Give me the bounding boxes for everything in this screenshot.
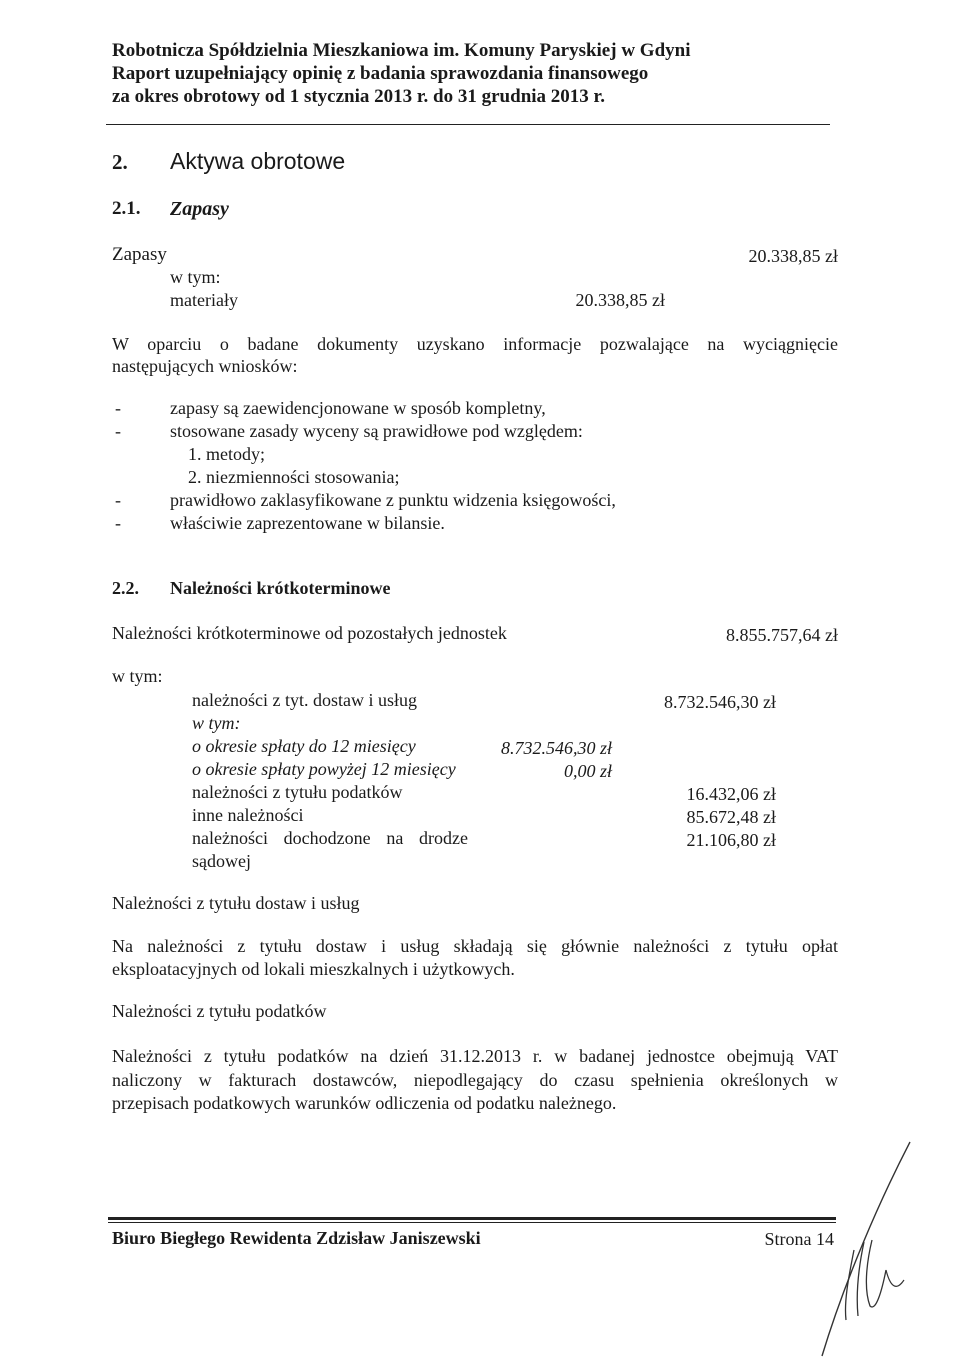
row-value-italic: 0,00 zł: [563, 761, 612, 781]
row-value: 16.432,06 zł: [686, 784, 776, 804]
bullet-item: właściwie zaprezentowane w bilansie.: [170, 513, 445, 533]
bullet-dash: -: [115, 490, 121, 510]
row-label-italic: o okresie spłaty do 12 miesięcy: [192, 736, 416, 756]
w-tym-label: w tym:: [170, 267, 221, 287]
w-tym-label: w tym:: [112, 666, 163, 686]
row-label: sądowej: [192, 851, 251, 871]
materialy-value: 20.338,85 zł: [575, 290, 665, 310]
paragraph-line: eksploatacyjnych od lokali mieszkalnych i użytkowych.: [112, 959, 515, 979]
sub-item: 2. niezmienności stosowania;: [188, 467, 400, 487]
footer-left: Biuro Biegłego Rewidenta Zdzisław Janiszewski: [112, 1228, 481, 1248]
materialy-label: materiały: [170, 290, 238, 310]
paragraph-line: naliczony w fakturach dostawców, niepodlegający do czasu spełnienia określonych w: [112, 1070, 838, 1090]
signature-icon: [800, 1130, 920, 1360]
paragraph-line: Na należności z tytułu dostaw i usług składają się głównie należności z tytułu opłat: [112, 936, 838, 956]
subsection-number: 2.1.: [112, 198, 141, 219]
row-label-italic: w tym:: [192, 713, 241, 733]
subsection-number: 2.2.: [112, 578, 139, 598]
receivables-total-value: 8.855.757,64 zł: [726, 625, 838, 645]
bullet-dash: -: [115, 421, 121, 441]
header-line-2: Raport uzupełniający opinię z badania sprawozdania finansowego: [112, 63, 649, 84]
row-value-italic: 8.732.546,30 zł: [500, 738, 612, 758]
bullet-dash: -: [115, 398, 121, 418]
sub-heading: Należności z tytułu podatków: [112, 1001, 327, 1021]
section-number: 2.: [112, 150, 128, 174]
header-line-1: Robotnicza Spółdzielnia Mieszkaniowa im. Komuny Paryskiej w Gdyni: [112, 40, 691, 61]
paragraph-line: Należności z tytułu podatków na dzień 31.12.2013 r. w badanej jednostce obejmują VAT: [112, 1046, 838, 1066]
bullet-item: prawidłowo zaklasyfikowane z punktu widzenia księgowości,: [170, 490, 616, 510]
row-label: inne należności: [192, 805, 304, 825]
footer-page-number: Strona 14: [764, 1229, 834, 1249]
bullet-dash: -: [115, 513, 121, 533]
bullet-item: zapasy są zaewidencjonowane w sposób kompletny,: [170, 398, 546, 418]
row-label-italic: o okresie spłaty powyżej 12 miesięcy: [192, 759, 456, 779]
zapasy-total: 20.338,85 zł: [748, 246, 838, 266]
row-label: należności dochodzone na drodze: [192, 828, 468, 848]
header-line-3: za okres obrotowy od 1 stycznia 2013 r. do 31 grudnia 2013 r.: [112, 86, 605, 107]
paragraph-line: W oparciu o badane dokumenty uzyskano informacje pozwalające na wyciągnięcie: [112, 334, 838, 354]
sub-heading: Należności z tytułu dostaw i usług: [112, 893, 360, 913]
receivables-total-label: Należności krótkoterminowe od pozostałych jednostek: [112, 623, 507, 643]
sub-item: 1. metody;: [188, 444, 265, 464]
row-value: 8.732.546,30 zł: [664, 692, 776, 712]
paragraph-line: przepisach podatkowych warunków odliczenia od podatku należnego.: [112, 1093, 617, 1113]
bullet-item: stosowane zasady wyceny są prawidłowe pod względem:: [170, 421, 583, 441]
section-title: Aktywa obrotowe: [170, 148, 346, 174]
row-value: 21.106,80 zł: [686, 830, 776, 850]
footer-rule-thick: [108, 1217, 836, 1220]
subsection-title: Zapasy: [170, 198, 229, 220]
row-label: należności z tytułu podatków: [192, 782, 403, 802]
zapasy-label: Zapasy: [112, 244, 167, 265]
footer-rule-thin: [108, 1222, 836, 1223]
row-value: 85.672,48 zł: [686, 807, 776, 827]
paragraph-line: następujących wniosków:: [112, 356, 298, 376]
subsection-title: Należności krótkoterminowe: [170, 578, 391, 598]
header-rule: [106, 124, 830, 125]
row-label: należności z tyt. dostaw i usług: [192, 690, 417, 710]
